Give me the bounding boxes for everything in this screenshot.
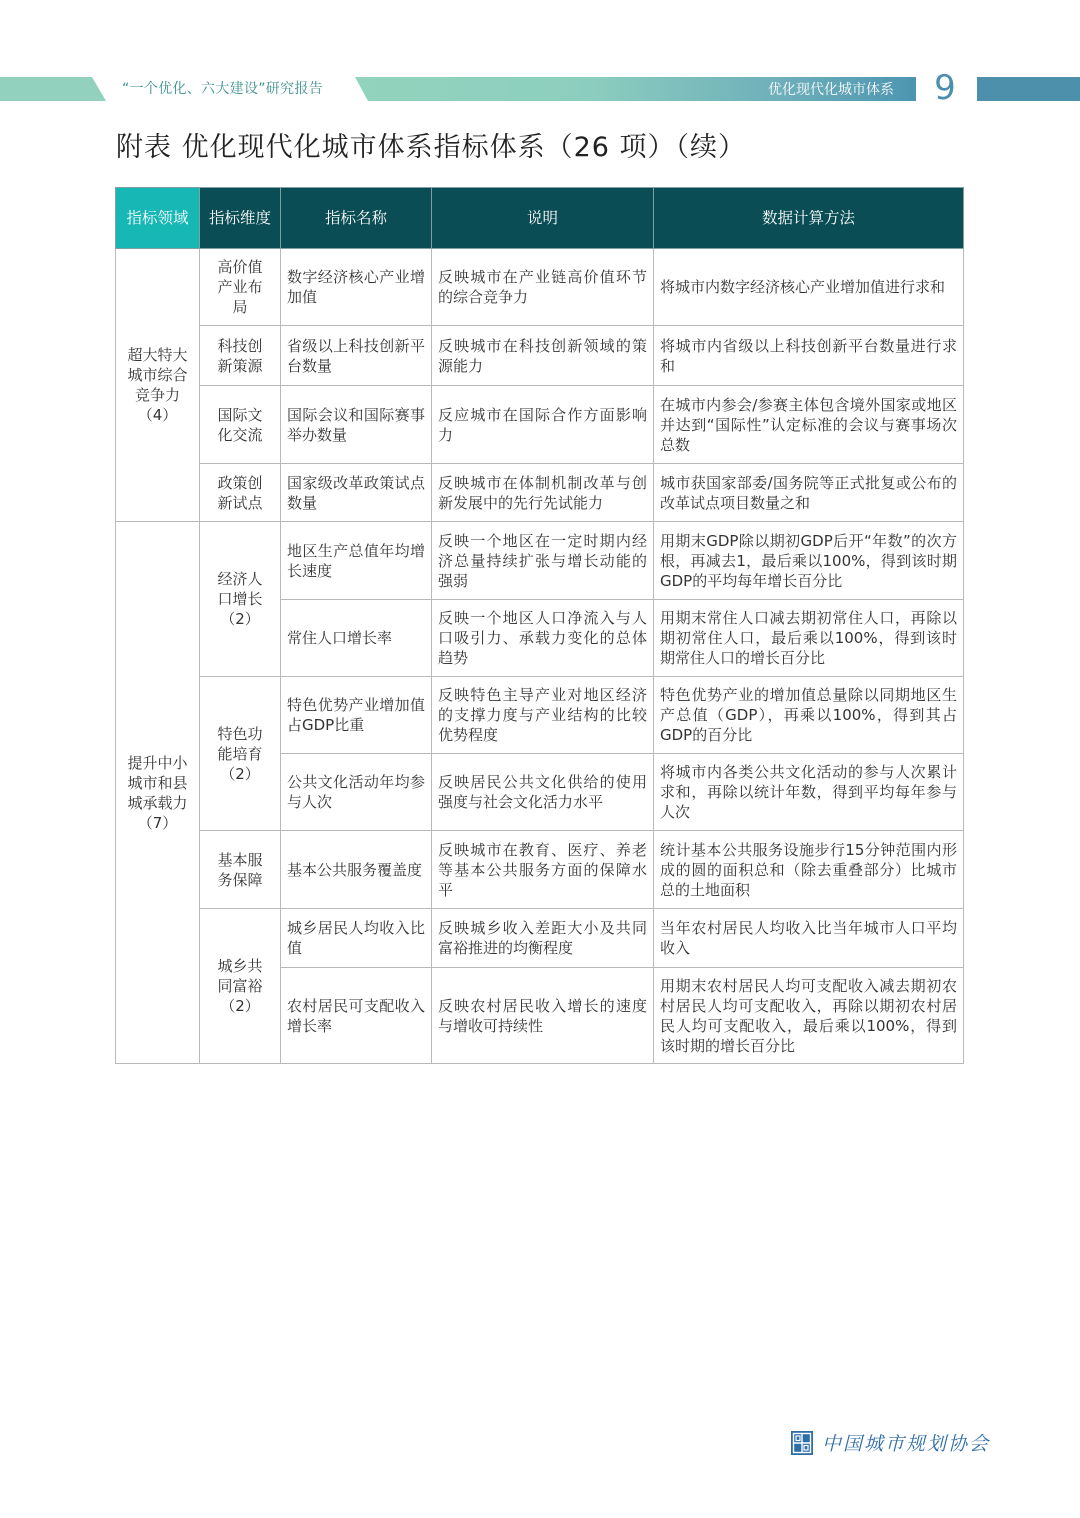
domain-line: 提升中小 (127, 753, 188, 772)
dimension-line: 经济人 (217, 570, 263, 588)
dimension-line: （2） (220, 610, 260, 628)
domain-line: 超大特大 (127, 346, 188, 364)
dimension-line: 局 (232, 298, 248, 316)
cupa-logo-icon (791, 1431, 813, 1455)
dimension-line: 基本服 (217, 850, 263, 869)
dimension-line: 务保障 (217, 870, 263, 889)
section-name: 优化现代化城市体系 (768, 82, 894, 98)
dimension-line: （2） (220, 764, 260, 783)
indicator-method: 将城市内各类公共文化活动的参与人次累计求和，再除以统计年数，得到平均每年参与人次 (654, 754, 964, 831)
dimension-line: 新试点 (217, 493, 263, 512)
indicator-description: 反映特色主导产业对地区经济的支撑力度与产业结构的比较优势程度 (432, 677, 654, 754)
page-title: 附表 优化现代化城市体系指标体系（26 项）（续） (116, 132, 747, 163)
domain-line: （7） (137, 813, 178, 832)
dimension-line: 化交流 (217, 425, 263, 444)
indicator-name: 基本公共服务覆盖度 (281, 831, 432, 909)
dimension-line: 特色功 (217, 724, 263, 743)
dimension-line: 产业布 (217, 278, 263, 296)
indicator-name: 国家级改革政策试点数量 (281, 464, 432, 522)
indicator-method: 特色优势产业的增加值总量除以同期地区生产总值（GDP），再乘以100%，得到其占GDP的百分比 (654, 677, 964, 754)
table-row (116, 909, 964, 968)
indicator-name: 省级以上科技创新平台数量 (281, 326, 432, 386)
indicator-name: 常住人口增长率 (281, 600, 432, 677)
indicator-name: 地区生产总值年均增长速度 (281, 522, 432, 600)
indicator-method: 用期末农村居民人均可支配收入减去期初农村居民人均可支配收入，再除以期初农村居民人均可支配收入，最后乘以100%，得到该时期的增长百分比 (654, 968, 964, 1064)
column-header-method: 数据计算方法 (654, 188, 964, 249)
indicator-method: 将城市内省级以上科技创新平台数量进行求和 (654, 326, 964, 386)
dimension-line: 城乡共 (217, 957, 263, 975)
column-header-name: 指标名称 (281, 188, 432, 249)
indicator-description: 反映城市在体制机制改革与创新发展中的先行先试能力 (432, 464, 654, 522)
domain-cell (116, 249, 200, 522)
indicator-method: 将城市内数字经济核心产业增加值进行求和 (654, 249, 964, 326)
footer-logo (791, 1429, 990, 1456)
dimension-cell (200, 522, 281, 677)
table-row (116, 522, 964, 600)
indicator-description: 反映一个地区在一定时期内经济总量持续扩张与增长动能的强弱 (432, 522, 654, 600)
indicator-name: 城乡居民人均收入比值 (281, 909, 432, 968)
indicator-name: 特色优势产业增加值占GDP比重 (281, 677, 432, 754)
dimension-line: 高价值 (217, 258, 263, 276)
indicator-name: 公共文化活动年均参与人次 (281, 754, 432, 831)
indicator-description: 反映城市在教育、医疗、养老等基本公共服务方面的保障水平 (432, 831, 654, 909)
dimension-line: （2） (220, 997, 260, 1015)
indicator-description: 反映农村居民收入增长的速度与增收可持续性 (432, 968, 654, 1064)
table-row (116, 249, 964, 326)
indicator-description: 反映居民公共文化供给的使用强度与社会文化活力水平 (432, 754, 654, 831)
dimension-line: 同富裕 (217, 977, 263, 995)
domain-line: 城市综合 (127, 366, 188, 384)
dimension-line: 口增长 (217, 590, 263, 608)
header-accent-right (977, 77, 1080, 101)
dimension-line: 新策源 (217, 356, 263, 375)
dimension-line: 能培育 (217, 744, 263, 763)
table-row (116, 326, 964, 386)
page-number: 9 (934, 68, 956, 108)
indicator-method: 在城市内参会/参赛主体包含境外国家或地区并达到“国际性”认定标准的会议与赛事场次总数 (654, 386, 964, 464)
header-accent-left (0, 77, 106, 101)
dimension-cell (200, 464, 281, 522)
dimension-line: 科技创 (217, 336, 263, 355)
indicator-method: 用期末常住人口减去期初常住人口，再除以期初常住人口，最后乘以100%，得到该时期常住人口的增长百分比 (654, 600, 964, 677)
dimension-cell (200, 326, 281, 386)
table-row (116, 386, 964, 464)
indicator-method: 城市获国家部委/国务院等正式批复或公布的改革试点项目数量之和 (654, 464, 964, 522)
dimension-line: 政策创 (217, 473, 263, 492)
indicator-name: 国际会议和国际赛事举办数量 (281, 386, 432, 464)
dimension-cell (200, 677, 281, 831)
indicator-description: 反应城市在国际合作方面影响力 (432, 386, 654, 464)
domain-line: 竞争力 (134, 386, 180, 404)
column-header-dimension: 指标维度 (200, 188, 281, 249)
domain-line: 城市和县 (127, 773, 188, 792)
table-row (116, 831, 964, 909)
indicator-description: 反映一个地区人口净流入与人口吸引力、承载力变化的总体趋势 (432, 600, 654, 677)
table-row (116, 677, 964, 754)
domain-cell (116, 522, 200, 1064)
indicator-method: 当年农村居民人均收入比当年城市人口平均收入 (654, 909, 964, 968)
dimension-line: 国际文 (217, 405, 263, 424)
domain-line: 城承载力 (127, 793, 188, 812)
table-row (116, 464, 964, 522)
table-header-row (116, 188, 964, 249)
indicator-description: 反映城市在产业链高价值环节的综合竞争力 (432, 249, 654, 326)
dimension-cell (200, 831, 281, 909)
indicator-method: 用期末GDP除以期初GDP后开“年数”的次方根，再减去1，最后乘以100%，得到该时期GDP的平均每年增长百分比 (654, 522, 964, 600)
column-header-description: 说明 (432, 188, 654, 249)
dimension-cell (200, 386, 281, 464)
report-name: “一个优化、六大建设”研究报告 (122, 81, 324, 97)
logo-text: 中国城市规划协会 (822, 1433, 991, 1455)
column-header-domain: 指标领域 (116, 188, 200, 249)
indicator-method: 统计基本公共服务设施步行15分钟范围内形成的圆的面积总和（除去重叠部分）比城市总的土地面积 (654, 831, 964, 909)
dimension-cell (200, 909, 281, 1064)
indicator-table (115, 187, 964, 1064)
dimension-cell (200, 249, 281, 326)
indicator-name: 农村居民可支配收入增长率 (281, 968, 432, 1064)
indicator-name: 数字经济核心产业增加值 (281, 249, 432, 326)
domain-line: （4） (137, 406, 178, 424)
indicator-description: 反映城市在科技创新领域的策源能力 (432, 326, 654, 386)
indicator-description: 反映城乡收入差距大小及共同富裕推进的均衡程度 (432, 909, 654, 968)
